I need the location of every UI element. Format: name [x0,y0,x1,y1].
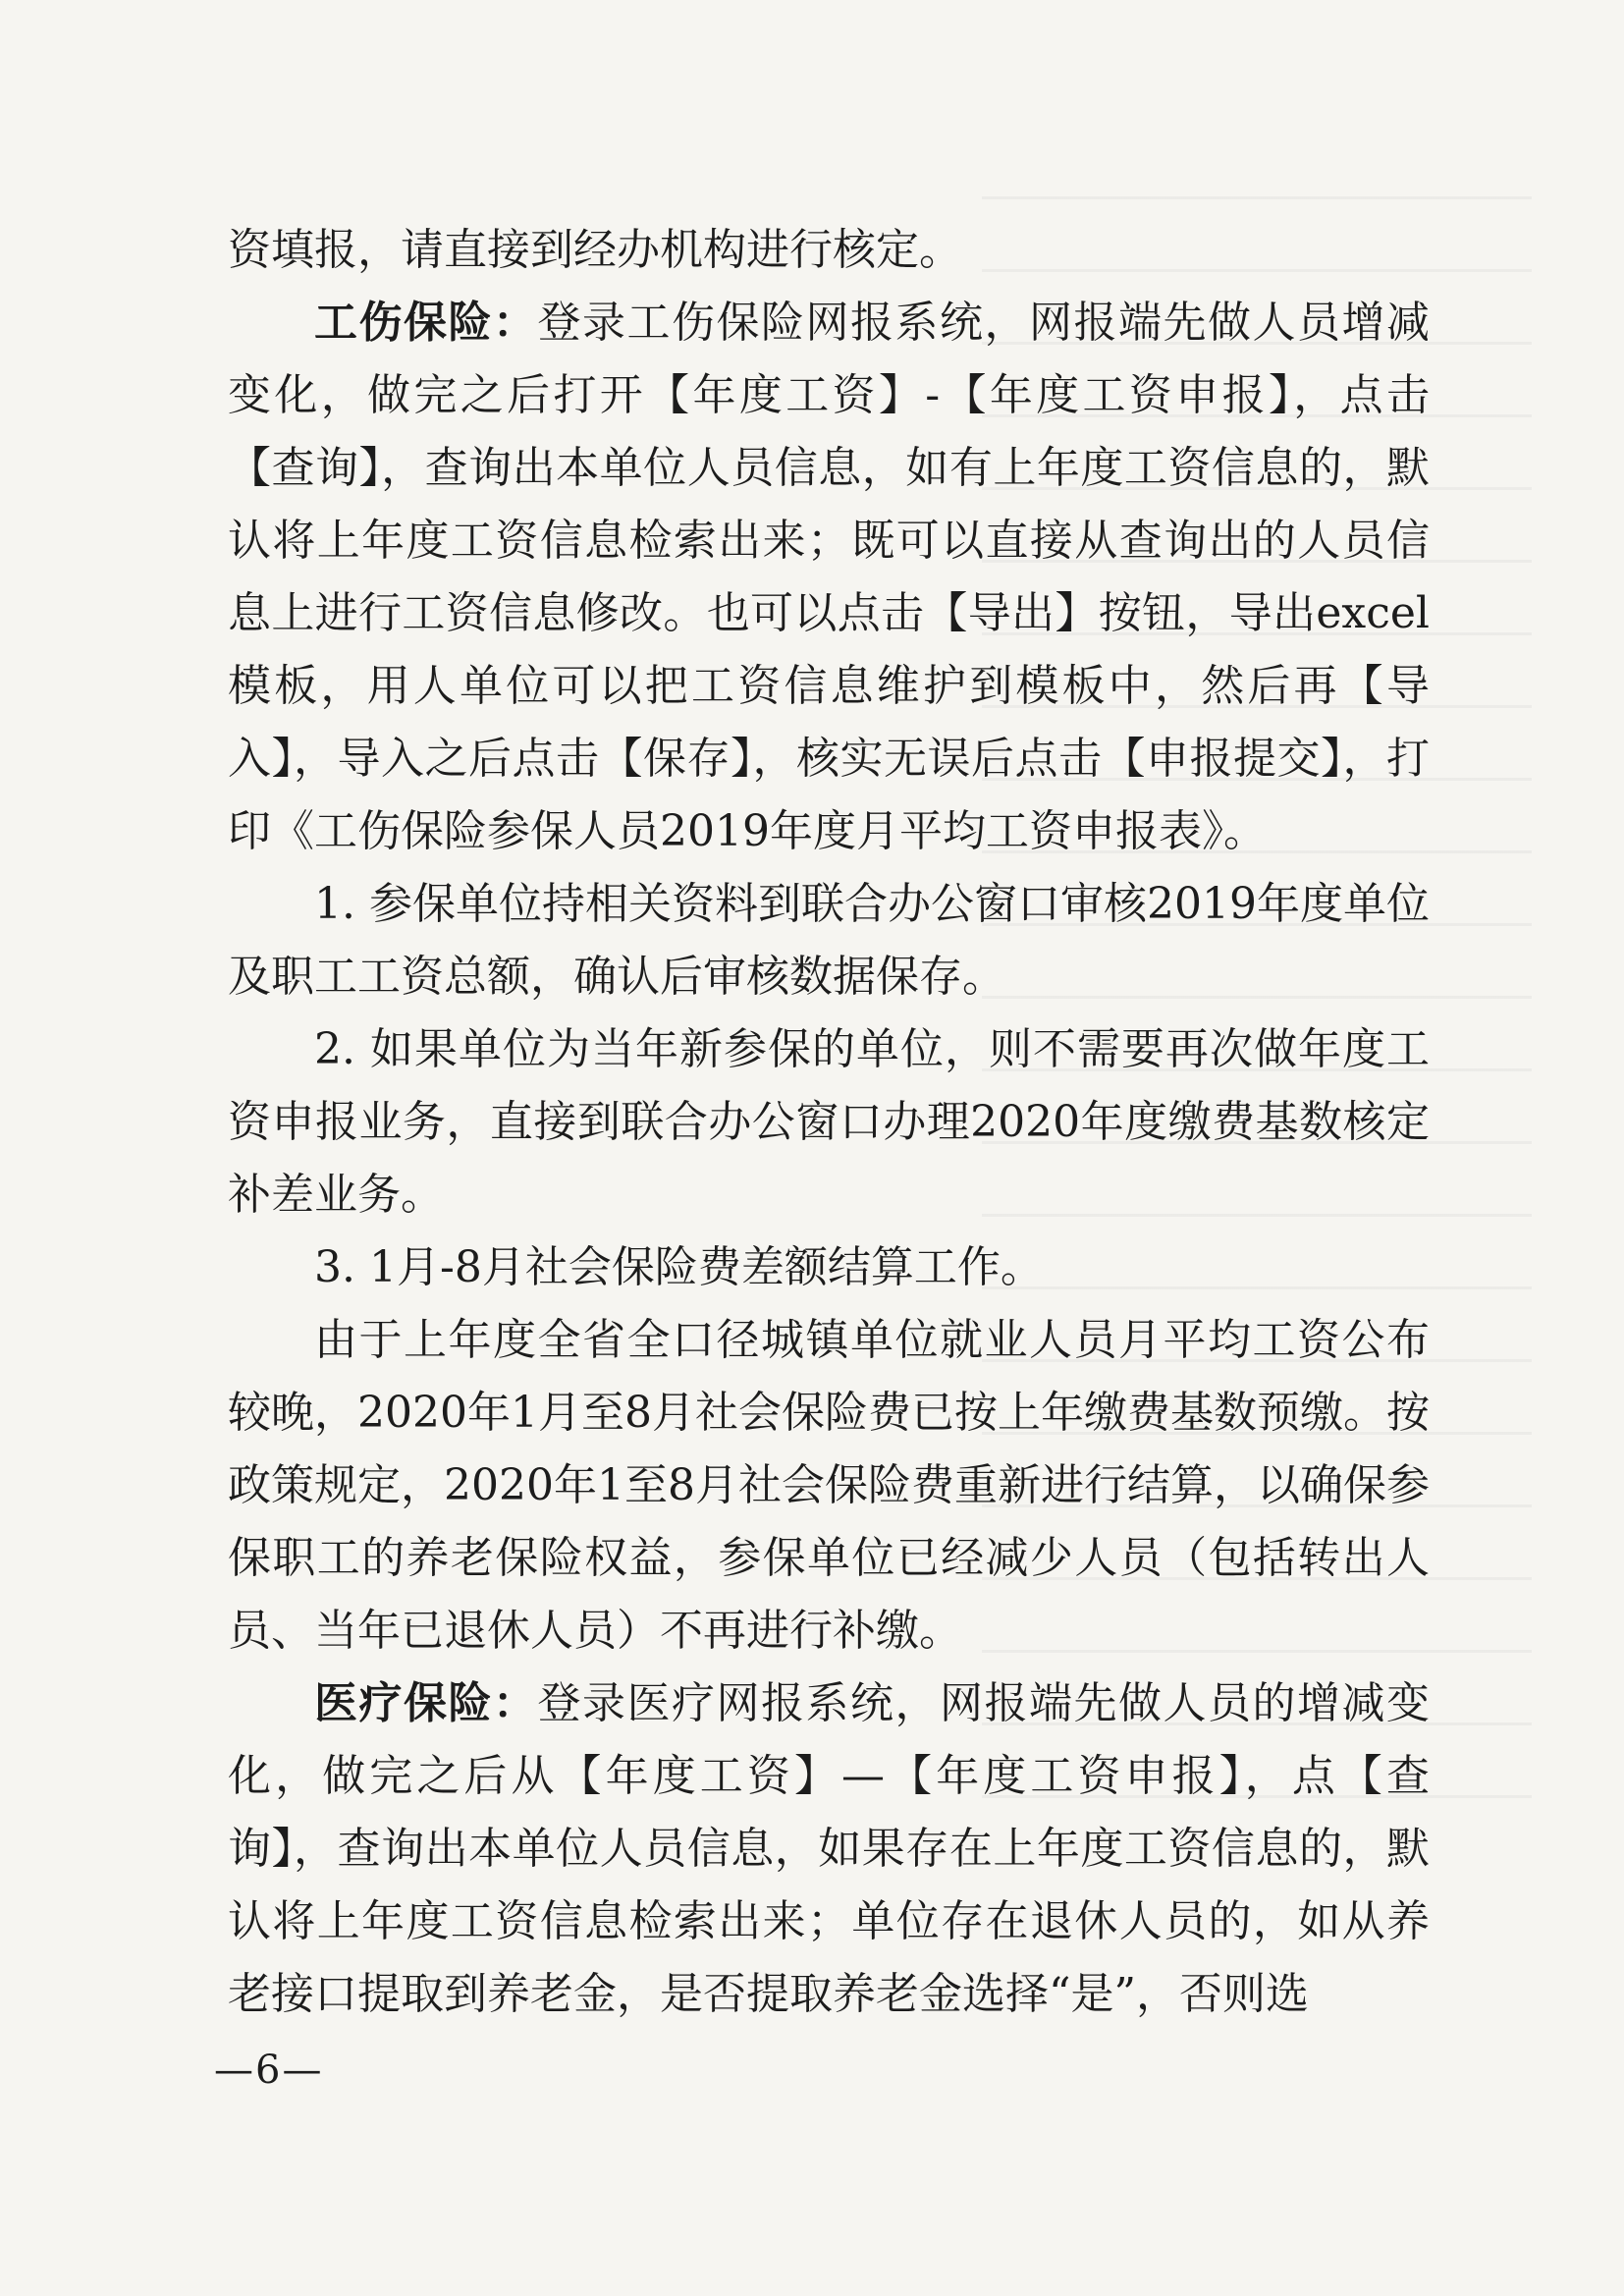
paragraph-settlement-explanation [228,1304,1430,1667]
paragraph-text: 1. 参保单位持相关资料到联合办公窗口审核2019年度单位及职工工资总额，确认后审核数据保存。 [228,879,1430,1002]
paragraph-item-3 [228,1231,1430,1304]
paragraph-item-1 [228,868,1430,1013]
document-body [228,214,1430,2031]
paragraph-medical-insurance [228,1667,1430,2031]
paragraph-text: 2. 如果单位为当年新参保的单位，则不需要再次做年度工资申报业务，直接到联合办公窗口办理2020年度缴费基数核定补差业务。 [228,1024,1430,1220]
paragraph-text: 登录医疗网报系统，网报端先做人员的增减变化，做完之后从【年度工资】—【年度工资申报】，点【查询】，查询出本单位人员信息，如果存在上年度工资信息的，默认将上年度工资信息检索出来；单位存在退休人员的，如从养老接口提取到养老金，是否提取养老金选择“是”，否则选 [228,1678,1430,2019]
page-number: —6— [214,2048,324,2093]
paragraph-heading: 医疗保险： [314,1678,538,1728]
paragraph-continuation [228,214,1430,287]
paragraph-text: 由于上年度全省全口径城镇单位就业人员月平均工资公布较晚，2020年1月至8月社会保险费已按上年缴费基数预缴。按政策规定，2020年1至8月社会保险费重新进行结算，以确保参保职工的养老保险权益，参保单位已经减少人员（包括转出人员、当年已退休人员）不再进行补缴。 [228,1315,1430,1656]
paragraph-text: 3. 1月-8月社会保险费差额结算工作。 [314,1242,1044,1292]
paragraph-text: 资填报，请直接到经办机构进行核定。 [228,225,962,275]
paragraph-text: 登录工伤保险网报系统，网报端先做人员增减变化，做完之后打开【年度工资】-【年度工资申报】，点击【查询】，查询出本单位人员信息，如有上年度工资信息的，默认将上年度工资信息检索出来；既可以直接从查询出的人员信息上进行工资信息修改。也可以点击【导出】按钮，导出excel模板，用人单位可以把工资信息维护到模板中，然后再【导入】，导入之后点击【保存】，核实无误后点击【申报提交】，打印《工伤保险参保人员2019年度月平均工资申报表》。 [228,298,1430,856]
paragraph-item-2 [228,1013,1430,1231]
paragraph-heading: 工伤保险： [314,298,538,348]
paragraph-work-injury-insurance [228,287,1430,868]
